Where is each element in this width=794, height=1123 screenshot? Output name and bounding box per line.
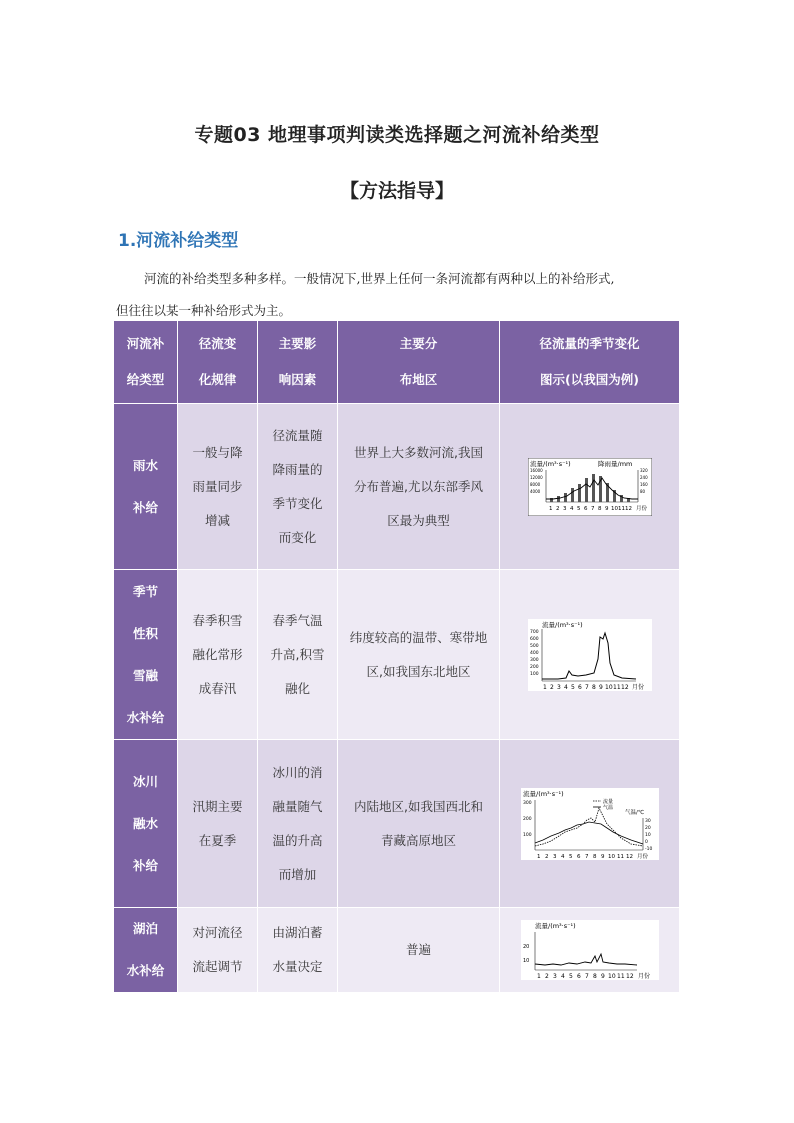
page-subtitle: 【方法指导】 — [339, 180, 454, 202]
river-supply-table — [113, 320, 680, 993]
svg-text:10: 10 — [610, 505, 618, 512]
cell-pattern: 对河流径 流起调节 — [178, 908, 258, 993]
svg-text:20: 20 — [522, 944, 529, 950]
svg-text:300: 300 — [522, 800, 532, 806]
cell-pattern: 一般与降 雨量同步 增减 — [178, 404, 258, 570]
header-pattern: 径流变 化规律 — [178, 321, 258, 404]
svg-text:600: 600 — [529, 636, 539, 642]
svg-text:月份: 月份 — [635, 505, 647, 512]
svg-text:400: 400 — [529, 650, 539, 656]
svg-text:500: 500 — [529, 643, 539, 649]
svg-text:11: 11 — [616, 853, 624, 860]
svg-text:10: 10 — [522, 958, 529, 964]
svg-text:7: 7 — [584, 683, 589, 691]
table-row — [114, 908, 680, 993]
svg-text:6: 6 — [576, 853, 580, 860]
svg-text:100: 100 — [522, 832, 532, 838]
table-row — [114, 570, 680, 740]
chart-xticks — [537, 852, 649, 860]
svg-text:12: 12 — [624, 505, 632, 512]
svg-text:月份: 月份 — [631, 683, 644, 691]
header-type: 河流补 给类型 — [114, 321, 178, 404]
svg-text:1: 1 — [536, 853, 540, 860]
cell-chart — [500, 740, 680, 908]
svg-text:11: 11 — [617, 505, 625, 512]
svg-text:11: 11 — [612, 683, 621, 691]
svg-text:2: 2 — [555, 505, 559, 512]
chart-ylabel-right: 降雨量/mm — [597, 459, 632, 468]
svg-text:月份: 月份 — [637, 973, 650, 980]
cell-region: 世界上大多数河流,我国 分布普遍,尤以东部季风 区最为典型 — [338, 404, 500, 570]
svg-text:10: 10 — [607, 853, 615, 860]
page-title: 专题03 地理事项判读类选择题之河流补给类型 — [194, 124, 600, 146]
svg-text:12000: 12000 — [529, 474, 543, 480]
svg-text:9: 9 — [600, 853, 604, 860]
svg-text:8: 8 — [592, 853, 596, 860]
cell-chart — [500, 570, 680, 740]
svg-text:320: 320 — [639, 467, 648, 473]
svg-text:4: 4 — [560, 853, 564, 860]
chart-yticks-left — [523, 800, 532, 838]
svg-text:1: 1 — [548, 505, 552, 512]
svg-text:8: 8 — [591, 683, 596, 691]
svg-text:气温: 气温 — [602, 804, 613, 811]
svg-text:3: 3 — [562, 505, 566, 512]
svg-text:12: 12 — [625, 973, 634, 980]
svg-text:3: 3 — [552, 853, 556, 860]
svg-text:1: 1 — [536, 973, 541, 980]
chart-ylabel-left: 流量/(m³·s⁻¹) — [522, 789, 564, 798]
chart-yticks-left — [530, 629, 539, 677]
svg-text:0: 0 — [644, 839, 648, 845]
svg-text:200: 200 — [522, 816, 532, 822]
svg-text:5: 5 — [570, 683, 575, 691]
svg-text:9: 9 — [604, 505, 608, 512]
cell-factor: 由湖泊蓄 水量决定 — [258, 908, 338, 993]
cell-factor: 径流量随 降雨量的 季节变化 而变化 — [258, 404, 338, 570]
svg-text:6: 6 — [576, 973, 581, 980]
svg-text:4: 4 — [563, 683, 568, 691]
svg-text:200: 200 — [529, 664, 539, 670]
chart-ylabel-left: 流量/(m³·s⁻¹) — [529, 459, 571, 468]
cell-type: 雨水 补给 — [114, 404, 178, 570]
paragraph-line-1: 河流的补给类型多种多样。一般情况下,世界上任何一条河流都有两种以上的补给形式, — [144, 271, 615, 286]
svg-text:3: 3 — [556, 683, 561, 691]
svg-text:700: 700 — [529, 629, 539, 635]
cell-region: 内陆地区,如我国西北和 青藏高原地区 — [338, 740, 500, 908]
cell-chart — [500, 908, 680, 993]
intro-paragraph — [116, 263, 682, 327]
svg-text:1: 1 — [542, 683, 547, 691]
svg-text:7: 7 — [584, 853, 588, 860]
svg-text:3: 3 — [552, 973, 557, 980]
svg-text:6: 6 — [583, 505, 587, 512]
svg-text:12: 12 — [625, 853, 633, 860]
svg-text:16000: 16000 — [529, 467, 543, 473]
svg-text:20: 20 — [644, 825, 651, 831]
header-factor: 主要影 响因素 — [258, 321, 338, 404]
snow-supply-chart — [528, 619, 652, 691]
glacier-supply-chart — [521, 788, 659, 860]
svg-text:11: 11 — [616, 973, 625, 980]
table-row — [114, 740, 680, 908]
cell-region: 普遍 — [338, 908, 500, 993]
cell-region: 纬度较高的温带、寒带地 区,如我国东北地区 — [338, 570, 500, 740]
svg-text:7: 7 — [584, 973, 589, 980]
cell-chart — [500, 404, 680, 570]
svg-text:4: 4 — [569, 505, 573, 512]
chart-xticks — [537, 972, 650, 980]
svg-text:5: 5 — [568, 853, 572, 860]
svg-text:7: 7 — [590, 505, 594, 512]
svg-text:300: 300 — [529, 657, 539, 663]
svg-text:5: 5 — [576, 505, 580, 512]
svg-text:2: 2 — [544, 853, 548, 860]
svg-text:80: 80 — [639, 488, 645, 494]
svg-text:10: 10 — [604, 683, 613, 691]
svg-text:8: 8 — [597, 505, 601, 512]
svg-text:流量: 流量 — [602, 798, 613, 805]
table-header-row — [114, 321, 680, 404]
svg-text:5: 5 — [568, 973, 573, 980]
cell-type: 冰川 融水 补给 — [114, 740, 178, 908]
svg-text:160: 160 — [639, 481, 648, 487]
header-region: 主要分 布地区 — [338, 321, 500, 404]
cell-pattern: 汛期主要 在夏季 — [178, 740, 258, 908]
chart-ylabel-right: 气温/℃ — [624, 809, 644, 816]
cell-type: 湖泊 水补给 — [114, 908, 178, 993]
svg-text:9: 9 — [598, 683, 603, 691]
paragraph-line-2: 但往往以某一种补给形式为主。 — [116, 303, 292, 318]
svg-text:6: 6 — [577, 683, 582, 691]
svg-text:月份: 月份 — [636, 853, 648, 860]
svg-text:8: 8 — [592, 973, 597, 980]
cell-factor: 春季气温 升高,积雪 融化 — [258, 570, 338, 740]
svg-text:30: 30 — [644, 818, 651, 824]
svg-text:100: 100 — [529, 671, 539, 677]
svg-text:10: 10 — [607, 973, 616, 980]
svg-text:2: 2 — [544, 973, 549, 980]
svg-text:240: 240 — [639, 474, 648, 480]
chart-ylabel-left: 流量/(m³·s⁻¹) — [534, 922, 576, 930]
svg-text:4: 4 — [560, 973, 565, 980]
table-row — [114, 404, 680, 570]
section-heading: 1.河流补给类型 — [118, 231, 239, 251]
svg-text:4000: 4000 — [529, 488, 540, 494]
cell-pattern: 春季积雪 融化常形 成春汛 — [178, 570, 258, 740]
svg-text:9: 9 — [600, 973, 605, 980]
rain-supply-chart — [528, 458, 652, 516]
svg-text:12: 12 — [620, 683, 629, 691]
cell-factor: 冰川的消 融量随气 温的升高 而增加 — [258, 740, 338, 908]
lake-supply-chart — [521, 920, 659, 980]
svg-text:8000: 8000 — [529, 481, 540, 487]
svg-text:10: 10 — [644, 832, 651, 838]
svg-text:2: 2 — [549, 683, 554, 691]
cell-type: 季节 性积 雪融 水补给 — [114, 570, 178, 740]
svg-text:-10: -10 — [644, 846, 652, 852]
chart-ylabel-left: 流量/(m³·s⁻¹) — [541, 620, 583, 629]
header-chart: 径流量的季节变化 图示(以我国为例) — [500, 321, 680, 404]
